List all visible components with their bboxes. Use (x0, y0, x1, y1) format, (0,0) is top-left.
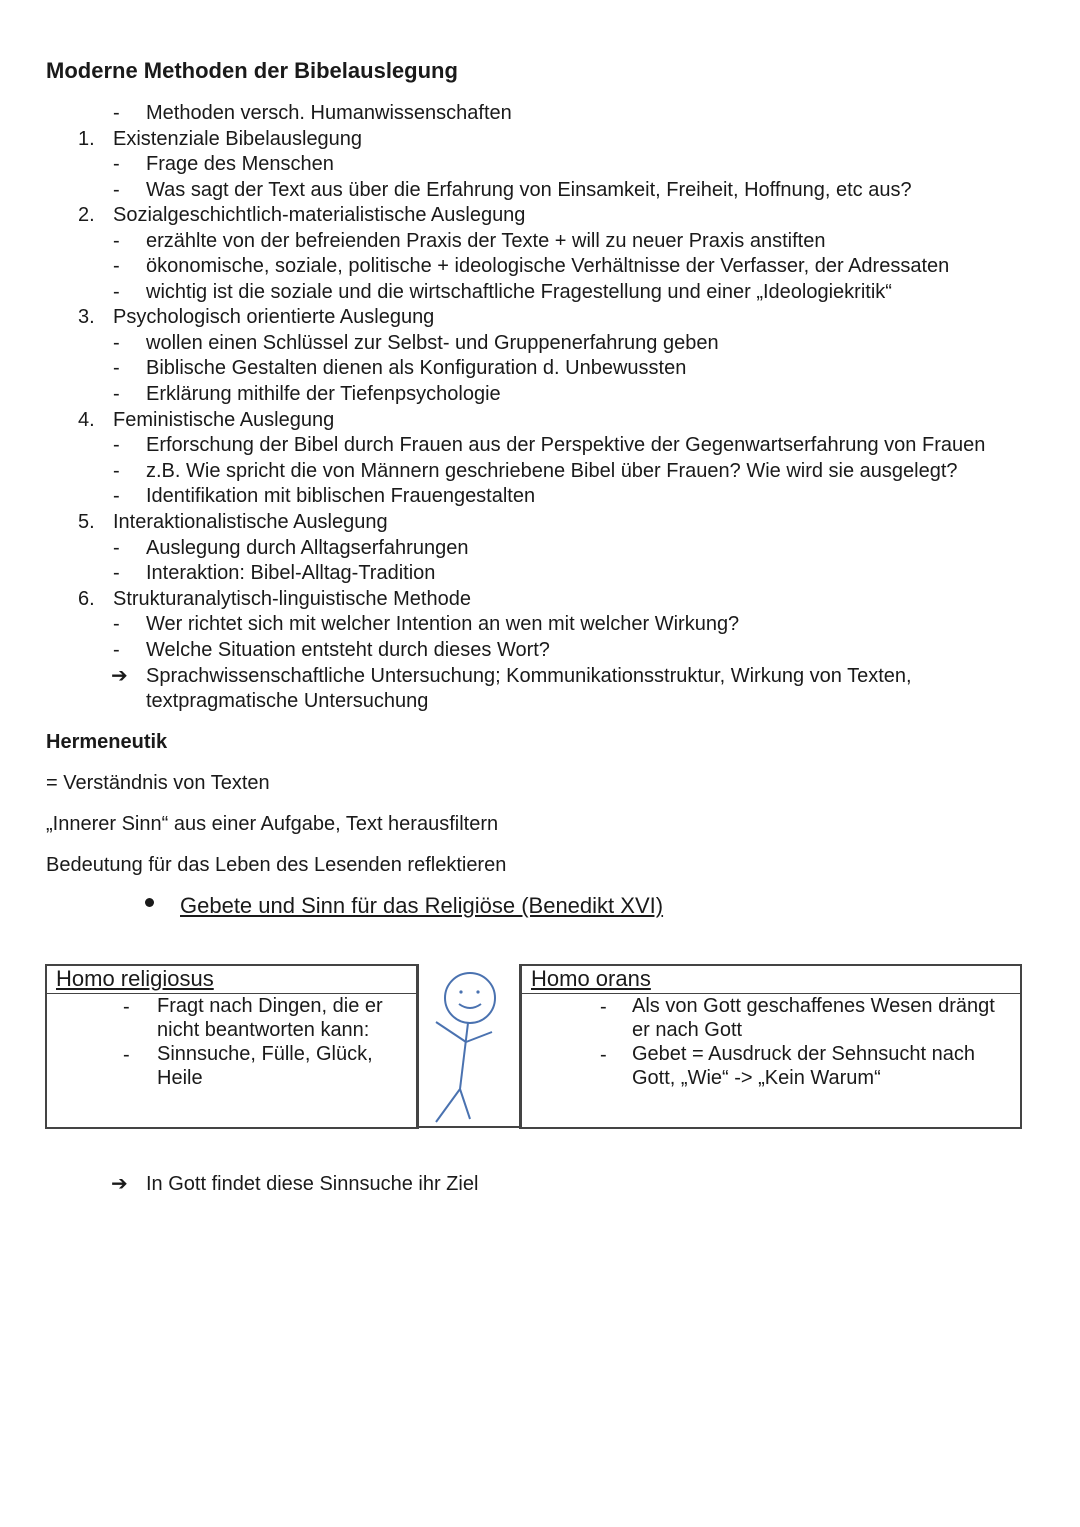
box-title: Homo orans (531, 966, 651, 991)
conclusion-text: Sprachwissenschaftliche Untersuchung; Kommunikationsstruktur, Wirkung von Texten, (146, 665, 912, 687)
dash-marker: - (113, 357, 120, 379)
section-heading: Hermeneutik (46, 731, 168, 753)
method-number: 1. (78, 128, 95, 150)
dash-marker: - (113, 537, 120, 559)
dash-marker: - (113, 639, 120, 661)
point-text: Wer richtet sich mit welcher Intention an wen mit welcher Wirkung? (146, 613, 740, 635)
point-text: Identifikation mit biblischen Frauengestalten (146, 485, 536, 507)
point-text: Interaktion: Bibel-Alltag-Tradition (146, 562, 436, 584)
dash-marker: - (113, 460, 120, 482)
box-item-line: Heile (157, 1067, 203, 1089)
dash-marker: - (113, 230, 120, 252)
method-number: 2. (78, 204, 95, 226)
arrow-right-icon: ➔ (111, 1173, 128, 1195)
method-title: Existenziale Bibelauslegung (113, 128, 363, 150)
box-item (632, 994, 1012, 1042)
method-title: Sozialgeschichtlich-materialistische Auslegung (113, 204, 526, 226)
dash-marker: - (123, 1044, 130, 1066)
box-item-line: nicht beantworten kann: (157, 1019, 370, 1041)
homo-religiosus-box (45, 964, 418, 1129)
point-text: ökonomische, soziale, politische + ideologische Verhältnisse der Verfasser, der Adressaten (146, 255, 950, 277)
dash-marker: - (123, 996, 130, 1018)
method-title: Interaktionalistische Auslegung (113, 511, 388, 533)
point-text: wichtig ist die soziale und die wirtschaftliche Fragestellung und einer „Ideologiekritik“ (146, 281, 892, 303)
box-item-line: er nach Gott (632, 1019, 743, 1041)
method-title: Feministische Auslegung (113, 409, 335, 431)
point-text: Was sagt der Text aus über die Erfahrung von Einsamkeit, Freiheit, Hoffnung, etc aus? (146, 179, 912, 201)
point-text: Erforschung der Bibel durch Frauen aus der Perspektive der Gegenwartserfahrung von Frauen (146, 434, 986, 456)
stick-figure-icon (418, 964, 520, 1129)
method-number: 3. (78, 306, 95, 328)
dash-marker: - (113, 281, 120, 303)
method-title: Psychologisch orientierte Auslegung (113, 306, 435, 328)
dash-marker: - (113, 434, 120, 456)
box-item-line: Gebet = Ausdruck der Sehnsucht nach (632, 1043, 975, 1065)
homo-orans-box (520, 964, 1022, 1129)
subheading: Gebete und Sinn für das Religiöse (Benedikt XVI) (180, 893, 664, 918)
point-text: Welche Situation entsteht durch dieses Wort? (146, 639, 550, 661)
bullet-icon (145, 898, 154, 907)
definition-line: = Verständnis von Texten (46, 772, 270, 794)
box-item-line: Gott, „Wie“ -> „Kein Warum“ (632, 1067, 881, 1089)
box-item-line: Als von Gott geschaffenes Wesen drängt (632, 995, 995, 1017)
dash-marker: - (113, 485, 120, 507)
page-title: Moderne Methoden der Bibelauslegung (46, 58, 458, 83)
dash-marker: - (113, 613, 120, 635)
conclusion-text: In Gott findet diese Sinnsuche ihr Ziel (146, 1173, 479, 1195)
box-title: Homo religiosus (56, 966, 214, 991)
box-item (157, 1042, 417, 1090)
dash-marker: - (113, 102, 120, 124)
box-item-line: Fragt nach Dingen, die er (157, 995, 383, 1017)
box-item (157, 994, 417, 1042)
dash-marker: - (113, 255, 120, 277)
arrow-right-icon: ➔ (111, 665, 128, 687)
method-number: 5. (78, 511, 95, 533)
dash-marker: - (113, 153, 120, 175)
point-text: Frage des Menschen (146, 153, 334, 175)
dash-marker: - (113, 562, 120, 584)
text-line: Bedeutung für das Leben des Lesenden reflektieren (46, 854, 507, 876)
dash-marker: - (600, 996, 607, 1018)
point-text: Biblische Gestalten dienen als Konfiguration d. Unbewussten (146, 357, 687, 379)
point-text: Auslegung durch Alltagserfahrungen (146, 537, 469, 559)
method-number: 6. (78, 588, 95, 610)
point-text: wollen einen Schlüssel zur Selbst- und Gruppenerfahrung geben (146, 332, 719, 354)
dash-marker: - (113, 383, 120, 405)
box-item-line: Sinnsuche, Fülle, Glück, (157, 1043, 373, 1065)
point-text: Erklärung mithilfe der Tiefenpsychologie (146, 383, 501, 405)
method-title: Strukturanalytisch-linguistische Methode (113, 588, 471, 610)
text-line: „Innerer Sinn“ aus einer Aufgabe, Text herausfiltern (46, 813, 499, 835)
intro-text: Methoden versch. Humanwissenschaften (146, 102, 512, 124)
conclusion-text: textpragmatische Untersuchung (146, 690, 429, 712)
box-item (632, 1042, 1012, 1090)
dash-marker: - (600, 1044, 607, 1066)
dash-marker: - (113, 179, 120, 201)
method-number: 4. (78, 409, 95, 431)
point-text: z.B. Wie spricht die von Männern geschriebene Bibel über Frauen? Wie wird sie ausgelegt? (146, 460, 958, 482)
dash-marker: - (113, 332, 120, 354)
point-text: erzählte von der befreienden Praxis der Texte + will zu neuer Praxis anstiften (146, 230, 826, 252)
